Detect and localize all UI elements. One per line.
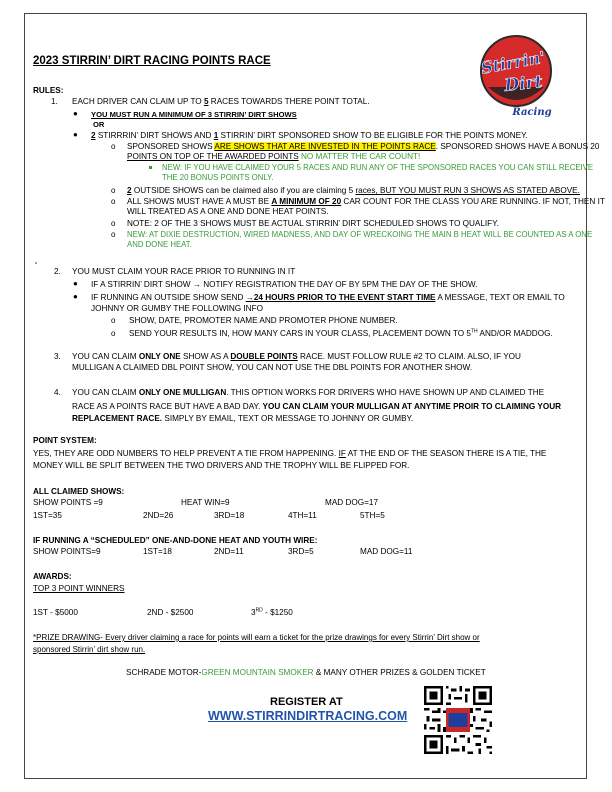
- rule3-number: 3.: [54, 352, 61, 361]
- scheduled-show-points: SHOW POINTS=9: [33, 547, 101, 556]
- sponsors-line: SCHRADE MOTOR-GREEN MOUNTAIN SMOKER & MANY OTHER PRIZES & GOLDEN TICKET: [126, 668, 486, 677]
- award-second: 2ND - $2500: [147, 608, 194, 617]
- rule2-bullet2-line1: IF RUNNING AN OUTSIDE SHOW SEND →24 HOURS PRIOR TO THE EVENT START TIME A MESSAGE, TEXT OR EMAIL TO: [91, 293, 565, 302]
- rule1-new1-line2: THE 20 BONUS POINTS ONLY.: [162, 173, 274, 182]
- square-bullet: [149, 166, 152, 169]
- stray-mark: s: [35, 260, 37, 265]
- bullet: ●: [73, 292, 78, 301]
- scheduled-mad-dog: MAD DOG=11: [360, 547, 413, 556]
- rule4-line2: RACE AS A POINTS RACE BUT HAVE A BAD DAY. YOU CAN CLAIM YOUR MULLIGAN AT ANYTIME PROIR TO CLAIMING YOUR: [72, 402, 562, 411]
- rule2-number: 2.: [54, 267, 61, 276]
- rule1-sub1-line1: SPONSORED SHOWS ARE SHOWS THAT ARE INVESTED IN THE POINTS RACE. SPONSORED SHOWS HAVE A BONUS 20: [127, 142, 600, 151]
- scheduled-label: IF RUNNING A “SCHEDULED” ONE-AND-DONE HEAT AND YOUTH WIRE:: [33, 536, 318, 545]
- qr-code-icon: [424, 686, 492, 754]
- rule4-line3: REPLACEMENT RACE. SIMPLY BY EMAIL, TEXT OR MESSAGE TO JOHNNY OR GUMBY.: [72, 414, 414, 423]
- rule1-bullet2: 2 STIRRRIN’ DIRT SHOWS AND 1 STIRRIN’ DIRT SPONSORED SHOW TO BE ELIGIBLE FOR THE POINTS MONEY.: [91, 131, 528, 140]
- claimed-4th: 4TH=11: [288, 511, 317, 520]
- rule1-sub3-line1: ALL SHOWS MUST HAVE A MUST BE A MINIMUM OF 20 CAR COUNT FOR THE CLASS YOU ARE RUNNING. IF NOT, THEN IT: [127, 197, 605, 206]
- svg-text:Racing: Racing: [512, 107, 552, 118]
- bullet: ●: [73, 279, 78, 288]
- rule1-sub5-line1: NEW: AT DIXIE DESTRUCTION, WIRED MADNESS, AND DAY OF WRECKOING THE MAIN B HEAT WILL BE COUNTED AS A ONE: [127, 230, 593, 239]
- scheduled-1st: 1ST=18: [143, 547, 172, 556]
- sub-bullet: o: [111, 230, 116, 239]
- claimed-5th: 5TH=5: [360, 511, 385, 520]
- rule2-sub1: SHOW, DATE, PROMOTER NAME AND PROMOTER PHONE NUMBER.: [129, 316, 398, 325]
- rules-label: RULES:: [33, 86, 64, 95]
- rule1-sub4: NOTE: 2 OF THE 3 SHOWS MUST BE ACTUAL STIRRIN’ DIRT SCHEDULED SHOWS TO QUALIFY.: [127, 219, 499, 228]
- rule4-line1: YOU CAN CLAIM ONLY ONE MULLIGAN. THIS OPTION WORKS FOR DRIVERS WHO HAVE SHOWN UP AND CLAIMED THE: [72, 388, 545, 397]
- prize-drawing-line1: *PRIZE DRAWING- Every driver claiming a race for points will earn a ticket for the prize drawings for every Stirrin’ Dirt show or: [33, 633, 480, 642]
- sub-bullet: o: [111, 219, 116, 228]
- prize-drawing-line2: sponsored Stirrin’ dirt show run.: [33, 645, 146, 654]
- claimed-shows-label: ALL CLAIMED SHOWS:: [33, 487, 125, 496]
- scheduled-2nd: 2ND=11: [214, 547, 244, 556]
- sub-bullet: o: [111, 197, 116, 206]
- rule1-new1-line1: NEW: IF YOU HAVE CLAIMED YOUR 5 RACES AND RUN ANY OF THE SPONSORED RACES YOU CAN STILL RECEIVE: [162, 163, 594, 172]
- rule4-number: 4.: [54, 388, 61, 397]
- sub-bullet: o: [111, 329, 116, 338]
- stirrin-dirt-logo: [470, 27, 554, 125]
- claimed-1st: 1ST=35: [33, 511, 62, 520]
- rule1-sub3-line2: WILL TREATED AS A ONE AND DONE HEAT POINTS.: [127, 207, 329, 216]
- point-system-label: POINT SYSTEM:: [33, 436, 97, 445]
- sub-bullet: o: [111, 316, 116, 325]
- bullet: ●: [73, 130, 78, 139]
- claimed-heat-win: HEAT WIN=9: [181, 498, 230, 507]
- sub-bullet: o: [111, 186, 116, 195]
- awards-subtitle: TOP 3 POINT WINNERS: [33, 584, 125, 593]
- claimed-3rd: 3RD=18: [214, 511, 245, 520]
- claimed-mad-dog: MAD DOG=17: [325, 498, 379, 507]
- rule1-sub1-line2: POINTS ON TOP OF THE AWARDED POINTS NO MATTER THE CAR COUNT!: [127, 152, 421, 161]
- point-system-line1: YES, THEY ARE ODD NUMBERS TO HELP PREVENT A TIE FROM HAPPENING. IF AT THE END OF THE SEASON THERE IS A TIE, THE: [33, 449, 547, 458]
- svg-text:Stirrin': Stirrin': [479, 47, 547, 78]
- sub-bullet: o: [111, 142, 116, 151]
- rule1-or: OR: [93, 120, 105, 129]
- claimed-show-points: SHOW POINTS =9: [33, 498, 103, 507]
- awards-label: AWARDS:: [33, 572, 72, 581]
- award-third: 3RD - $1250: [251, 607, 293, 617]
- register-url-link[interactable]: WWW.STIRRINDIRTRACING.COM: [208, 709, 408, 723]
- bullet: ●: [73, 109, 78, 118]
- rule2-text: YOU MUST CLAIM YOUR RACE PRIOR TO RUNNING IN IT: [72, 267, 296, 276]
- rule1-bullet1: YOU MUST RUN A MINIMUM OF 3 STIRRIN’ DIRT SHOWS: [91, 110, 297, 119]
- rule1-sub5-line2: AND DONE HEAT.: [127, 240, 192, 249]
- claimed-2nd: 2ND=26: [143, 511, 174, 520]
- svg-text:Dirt: Dirt: [503, 72, 544, 96]
- award-first: 1ST - $5000: [33, 608, 78, 617]
- rule2-sub2: SEND YOUR RESULTS IN, HOW MANY CARS IN YOUR CLASS, PLACEMENT DOWN TO 5TH AND/OR MADDOG.: [129, 328, 553, 338]
- document-title: 2023 STIRRIN’ DIRT RACING POINTS RACE: [33, 55, 271, 67]
- register-label: REGISTER AT: [270, 696, 343, 708]
- rule3-line1: YOU CAN CLAIM ONLY ONE SHOW AS A DOUBLE POINTS RACE. MUST FOLLOW RULE #2 TO CLAIM. ALSO, IF YOU: [72, 352, 521, 361]
- rule1-number: 1.: [51, 97, 58, 106]
- rule1-sub2: 2 OUTSIDE SHOWS can be claimed also if you are claiming 5 races, BUT YOU MUST RUN 3 SHOWS AS STATED ABOVE.: [127, 186, 580, 195]
- rule3-line2: MULLIGAN A CLAIMED DBL POINT SHOW, YOU CAN NOT USE THE DBL POINTS FOR ANOTHER SHOW.: [72, 363, 473, 372]
- rule2-bullet2-line2: JOHNNY OR GUMBY THE FOLLOWING INFO: [91, 304, 263, 313]
- scheduled-3rd: 3RD=5: [288, 547, 314, 556]
- rule2-bullet1: IF A STIRRIN’ DIRT SHOW → NOTIFY REGISTRATION THE DAY OF BY 5PM THE DAY OF THE SHOW.: [91, 280, 478, 289]
- point-system-line2: MONEY WILL BE SPLIT BETWEEN THE TWO DRIVERS AND THE TROPHY WILL BE FLIPPED FOR.: [33, 461, 410, 470]
- rule1-text: EACH DRIVER CAN CLAIM UP TO 5 RACES TOWARDS THERE POINT TOTAL.: [72, 97, 370, 106]
